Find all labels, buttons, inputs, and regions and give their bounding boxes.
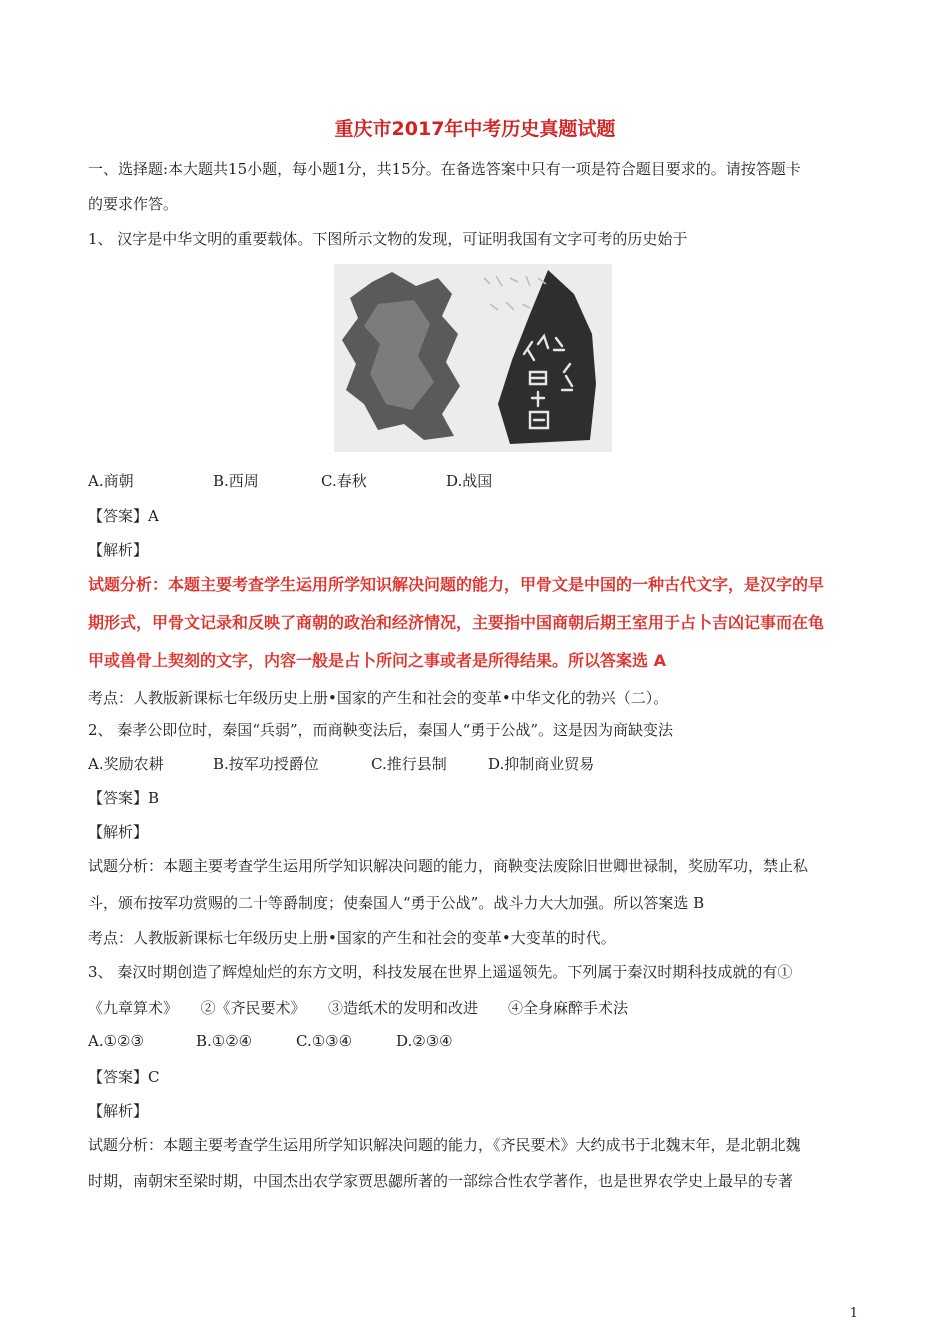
q3-analysis-line-2: 时期，南朝宋至梁时期，中国杰出农学家贾思勰所著的一部综合性农学著作，也是世界农学史上最早的专著 — [88, 1172, 794, 1190]
q2-answer: 【答案】B — [88, 789, 160, 807]
q1-analysis-line-3: 甲或兽骨上契刻的文字，内容一般是占卜所问之事或者是所得结果。所以答案选 A — [88, 651, 666, 670]
q3-stem-line-2: 《九章算术》 ②《齐民要术》 ③造纸术的发明和改进 ④全身麻醉手术法 — [88, 999, 629, 1017]
q3-analysis-line-1: 试题分析：本题主要考查学生运用所学知识解决问题的能力，《齐民要术》大约成书于北魏末年，是北朝北魏 — [88, 1136, 801, 1154]
q1-options — [88, 470, 868, 491]
q2-option-b: B.按军功授爵位 — [213, 755, 319, 773]
q2-option-c: C.推行县制 — [371, 755, 447, 773]
q1-option-c: C.春秋 — [321, 472, 367, 490]
q3-option-b: B.①②④ — [196, 1032, 253, 1050]
intro-line-1: 一、选择题:本大题共15小题，每小题1分，共15分。在备选答案中只有一项是符合题目要求的。请按答题卡 — [88, 160, 801, 178]
q2-option-a: A.奖励农耕 — [88, 755, 164, 773]
q3-answer: 【答案】C — [88, 1068, 160, 1086]
q3-option-c: C.①③④ — [296, 1032, 353, 1050]
q2-analysis-line-2: 斗，颁布按军功赏赐的二十等爵制度；使秦国人“勇于公战”。战斗力大大加强。所以答案选 B — [88, 894, 705, 912]
q1-option-d: D.战国 — [446, 472, 493, 490]
q1-analysis-line-2: 期形式，甲骨文记录和反映了商朝的政治和经济情况，主要指中国商朝后期王室用于占卜吉凶记事而在龟 — [88, 613, 825, 632]
q3-analysis-label: 【解析】 — [88, 1102, 149, 1120]
q1-option-a: A.商朝 — [88, 472, 134, 490]
page-number: 1 — [849, 1306, 858, 1321]
q3-option-d: D.②③④ — [396, 1032, 453, 1050]
oracle-bone-image — [334, 264, 612, 452]
q1-analysis-label: 【解析】 — [88, 541, 149, 559]
q1-answer: 【答案】A — [88, 507, 159, 525]
q1-analysis-line-1: 试题分析：本题主要考查学生运用所学知识解决问题的能力，甲骨文是中国的一种古代文字，是汉字的早 — [88, 575, 825, 594]
q2-option-d: D.抑制商业贸易 — [488, 755, 595, 773]
q2-stem: 2、 秦孝公即位时，秦国“兵弱”，而商鞅变法后，秦国人“勇于公战”。这是因为商缺变法 — [88, 721, 673, 739]
q1-option-b: B.西周 — [213, 472, 259, 490]
q3-option-a: A.①②③ — [88, 1032, 144, 1050]
q2-options — [88, 753, 868, 774]
q1-point: 考点：人教版新课标七年级历史上册•国家的产生和社会的变革•中华文化的勃兴（二）。 — [88, 689, 669, 707]
q2-point: 考点：人教版新课标七年级历史上册•国家的产生和社会的变革•大变革的时代。 — [88, 929, 616, 947]
q2-analysis-line-1: 试题分析：本题主要考查学生运用所学知识解决问题的能力，商鞅变法废除旧世卿世禄制，奖励军功，禁止私 — [88, 857, 809, 875]
q3-options — [88, 1032, 868, 1050]
q1-stem: 1、 汉字是中华文明的重要载体。下图所示文物的发现，可证明我国有文字可考的历史始于 — [88, 230, 688, 248]
page-title: 重庆市2017年中考历史真题试题 — [334, 118, 616, 140]
q3-stem-line-1: 3、 秦汉时期创造了辉煌灿烂的东方文明，科技发展在世界上遥遥领先。下列属于秦汉时期科技成就的有① — [88, 963, 793, 981]
q2-analysis-label: 【解析】 — [88, 823, 149, 841]
intro-line-2: 的要求作答。 — [88, 195, 179, 213]
